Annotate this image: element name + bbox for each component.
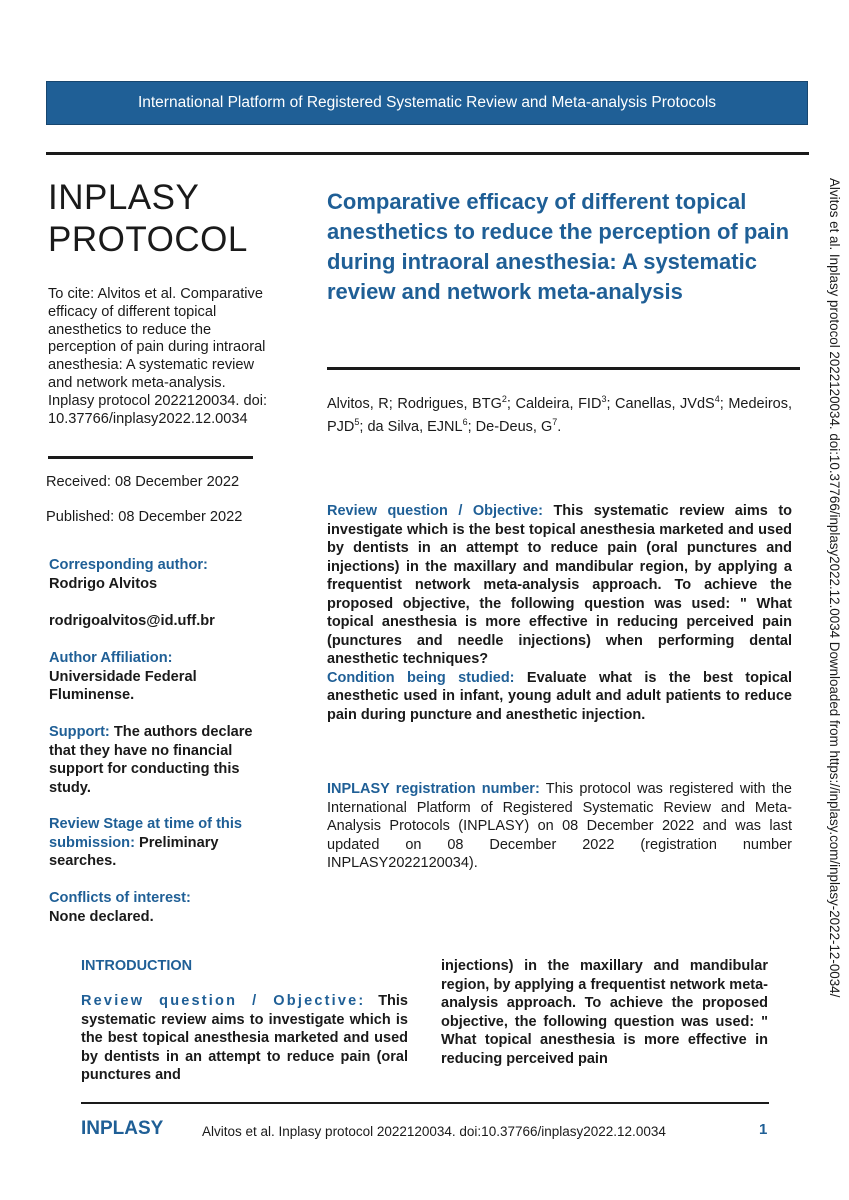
author: da Silva, EJNL [367, 419, 463, 436]
introduction-heading: INTRODUCTION [81, 958, 193, 974]
title-divider [327, 367, 800, 370]
intro-objective-label: Review question / Objective: [81, 993, 366, 1009]
corresponding-author-label: Corresponding author: [49, 557, 208, 573]
left-divider [48, 456, 253, 459]
intro-text-left: This systematic review aims to investigate which is the best topical anesthesia marketed and used by dentists in an attempt to reduce pain (oral punctures and [81, 993, 408, 1083]
footer-divider [81, 1102, 769, 1104]
received-date: Received: 08 December 2022 [46, 474, 240, 490]
page-number: 1 [759, 1121, 768, 1138]
author: Rodrigues, BTG [397, 395, 502, 412]
email: rodrigoalvitos@id.uff.br [49, 613, 215, 629]
objective-label: Review question / Objective: [327, 503, 543, 519]
author-sup: 6 [462, 417, 468, 428]
corresponding-author-name: Rodrigo Alvitos [49, 575, 158, 592]
author: De-Deus, G [475, 419, 553, 436]
author: Alvitos, R [327, 395, 389, 412]
banner-text: International Platform of Registered Systematic Review and Meta-analysis Protocols [137, 94, 717, 111]
protocol-title-line1: INPLASY [48, 178, 200, 217]
support-label: Support: [49, 724, 110, 740]
footer-brand: INPLASY [81, 1118, 164, 1139]
paper-title: Comparative efficacy of different topical anesthetics to reduce the perception of pain during intraoral anesthesia: A systematic review and network meta-analysis [327, 189, 790, 304]
author-sup: 2 [501, 394, 507, 404]
introduction-column-right: injections) in the maxillary and mandibular region, by applying a frequentist network meta-analysis approach. To achieve the proposed objective, the following question was used: " What topical anesthesia is more effective in reducing perceived pain [441, 958, 768, 1067]
conflicts-label: Conflicts of interest: [49, 890, 191, 906]
author-list: Alvitos, R; Rodrigues, BTG$^2$; Caldeira, FID$^3$; Canellas, JVdS$^4$; Medeiros, PJD$^5$; da Silva, EJNL$^6$; De-Deus, $G^7$. [327, 394, 792, 436]
author-sup: 5 [354, 417, 360, 428]
cite-block: To cite: Alvitos et al. Comparative efficacy of different topical anesthetics to reduce the perception of pain during intraoral anesthesia: A systematic review and network meta-analysis. Inplasy protocol 2022120034. doi: 10.37766/inplasy2022.12.0034 [48, 286, 268, 427]
platform-banner [46, 81, 808, 125]
author: Caldeira, FID [515, 395, 602, 412]
objective-text: This systematic review aims to investigate which is the best topical anesthesia marketed and used by dentists in an attempt to reduce pain (oral punctures and injections) in the maxillary and mandibular region, by applying a frequentist network meta-analysis approach. To achieve the proposed objective, the following question was used: " What topical anesthesia is more effective in reducing perceived pain (punctures and needle injections) when performing dental anesthetic techniques? [327, 503, 793, 667]
registration-text: This protocol was registered with the International Platform of Registered Systematic Review and Meta-Analysis Protocols (INPLASY) on 08 December 2022 and was last updated on 08 December 2022 (registration number INPLASY2022120034). [327, 781, 792, 871]
author-sup: 4 [714, 394, 720, 404]
condition-text: Evaluate what is the best topical anesthetic used in infant, young adult and adult patients to reduce pain during puncture and anesthetic injection. [327, 669, 792, 723]
review-stage-label: Review Stage at time of this submission: [49, 816, 243, 851]
review-stage-block [49, 815, 279, 871]
author-sup: 7 [552, 417, 558, 428]
protocol-title-line2: PROTOCOL [48, 220, 248, 259]
corresponding-author-block [49, 556, 279, 593]
review-stage-value: Preliminary searches. [49, 834, 219, 869]
introduction-column-left [81, 992, 408, 1085]
conflicts-block [49, 889, 279, 926]
published-date: Published: 08 December 2022 [46, 509, 243, 525]
registration-block [327, 780, 792, 873]
registration-label: INPLASY registration number: [327, 781, 540, 797]
author: Canellas, JVdS [615, 395, 715, 412]
affiliation-block [49, 649, 279, 705]
condition-label: Condition being studied: [327, 669, 515, 686]
author-sup: 3 [601, 394, 607, 404]
support-block [49, 723, 279, 797]
protocol-title [48, 177, 248, 261]
support-value: The authors declare that they have no financial support for conducting this study. [49, 724, 253, 796]
footer-citation: Alvitos et al. Inplasy protocol 2022120034. doi:10.37766/inplasy2022.12.0034 [202, 1124, 666, 1139]
affiliation-label: Author Affiliation: [49, 650, 173, 666]
conflicts-value: None declared. [49, 908, 154, 925]
affiliation-value: Universidade Federal Fluminense. [49, 668, 197, 703]
side-citation: Alvitos et al. Inplasy protocol 2022120034. doi:10.37766/inplasy2022.12.0034 Downloaded from https://inplasy.com/inplasy-2022-12-0034/ [827, 178, 842, 998]
top-divider [46, 152, 809, 155]
abstract-objective [327, 502, 792, 724]
author: Medeiros, PJD [327, 395, 792, 436]
